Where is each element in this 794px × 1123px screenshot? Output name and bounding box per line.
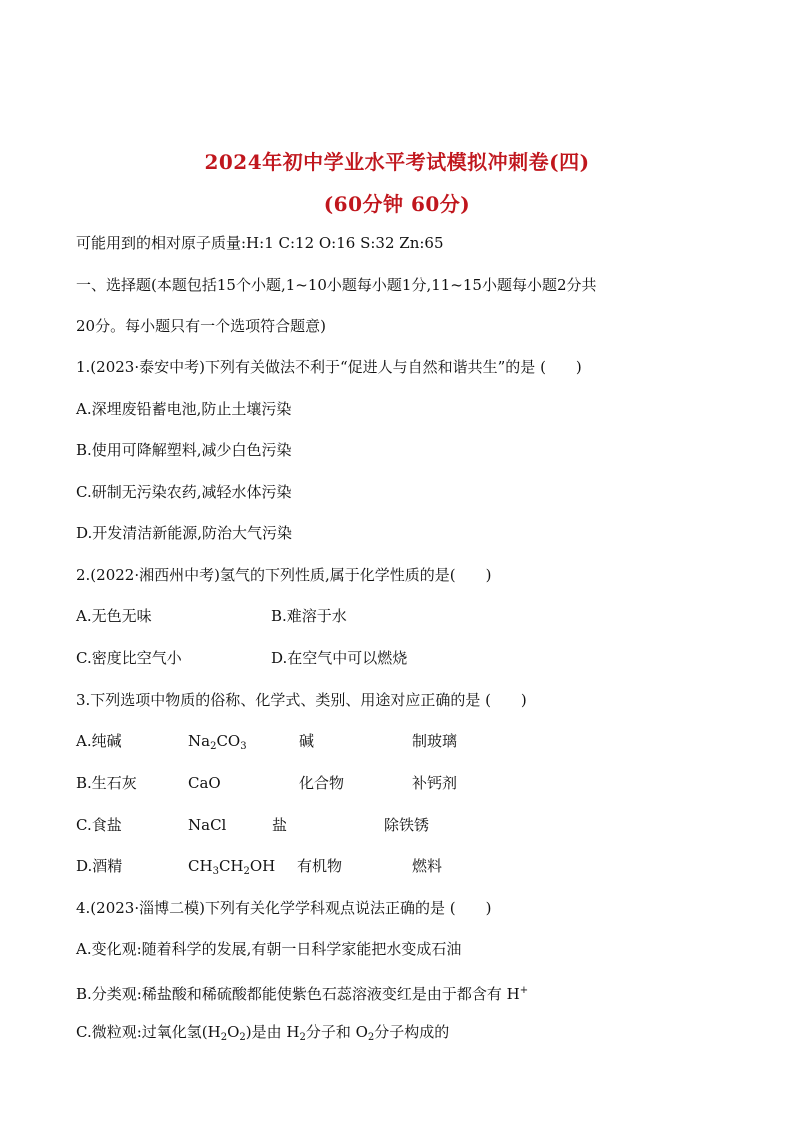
q2-option-a: A.无色无味: [76, 607, 152, 625]
q3-row-b-label: B.生石灰: [76, 774, 137, 792]
q4-option-a: A.变化观:随着科学的发展,有朝一日科学家能把水变成石油: [76, 940, 462, 958]
q3-row-a-category: 碱: [299, 732, 315, 750]
q3-row-d-formula: $CH_3CH_2OH$: [188, 857, 276, 877]
q3-row-c-formula: NaCl: [188, 816, 227, 834]
q1-stem: 1.(2023·泰安中考)下列有关做法不利于“促进人与自然和谐共生”的是 ( ): [76, 358, 582, 376]
section-heading-line2: 20分。每小题只有一个选项符合题意): [76, 317, 326, 335]
q2-option-d: D.在空气中可以燃烧: [271, 649, 408, 667]
q1-option-c: C.研制无污染农药,减轻水体污染: [76, 483, 292, 501]
q3-row-d-category: 有机物: [297, 857, 343, 875]
q1-option-a: A.深埋废铅蓄电池,防止土壤污染: [76, 400, 292, 418]
atomic-mass-line: 可能用到的相对原子质量:H:1 C:12 O:16 S:32 Zn:65: [76, 234, 444, 252]
q4-option-c: C.微粒观:过氧化氢$(H_2O_2)$是由 $H_2$分子和 $O_2$分子构成的: [76, 1023, 450, 1043]
q3-row-d-use: 燃料: [412, 857, 443, 875]
q3-stem: 3.下列选项中物质的俗称、化学式、类别、用途对应正确的是 ( ): [76, 691, 527, 709]
q3-row-b-category: 化合物: [299, 774, 345, 792]
q3-row-d-label: D.酒精: [76, 857, 123, 875]
q3-row-a-formula: $Na_2CO_3$: [188, 732, 247, 752]
exam-subtitle: (60分钟 60分): [323, 192, 471, 216]
q3-row-c-use: 除铁锈: [384, 816, 430, 834]
section-heading-line1: 一、选择题(本题包括15个小题,1~10小题每小题1分,11~15小题每小题2分共: [76, 276, 597, 294]
q3-row-a-label: A.纯碱: [76, 732, 122, 750]
q1-option-b: B.使用可降解塑料,减少白色污染: [76, 441, 292, 459]
q1-option-d: D.开发清洁新能源,防治大气污染: [76, 524, 293, 542]
q4-option-b: B.分类观:稀盐酸和稀硫酸都能使紫色石蕊溶液变红是由于都含有 H+: [76, 985, 529, 1003]
q3-row-b-formula: CaO: [188, 774, 221, 792]
q2-option-b: B.难溶于水: [271, 607, 347, 625]
q2-stem: 2.(2022·湘西州中考)氢气的下列性质,属于化学性质的是( ): [76, 566, 492, 584]
q2-option-c: C.密度比空气小: [76, 649, 182, 667]
q4-stem: 4.(2023·淄博二模)下列有关化学学科观点说法正确的是 ( ): [76, 899, 492, 917]
exam-title: 2024年初中学业水平考试模拟冲刺卷(四): [204, 150, 590, 174]
q3-row-c-category: 盐: [272, 816, 288, 834]
q3-row-a-use: 制玻璃: [412, 732, 458, 750]
q3-row-c-label: C.食盐: [76, 816, 122, 834]
q3-row-b-use: 补钙剂: [412, 774, 458, 792]
